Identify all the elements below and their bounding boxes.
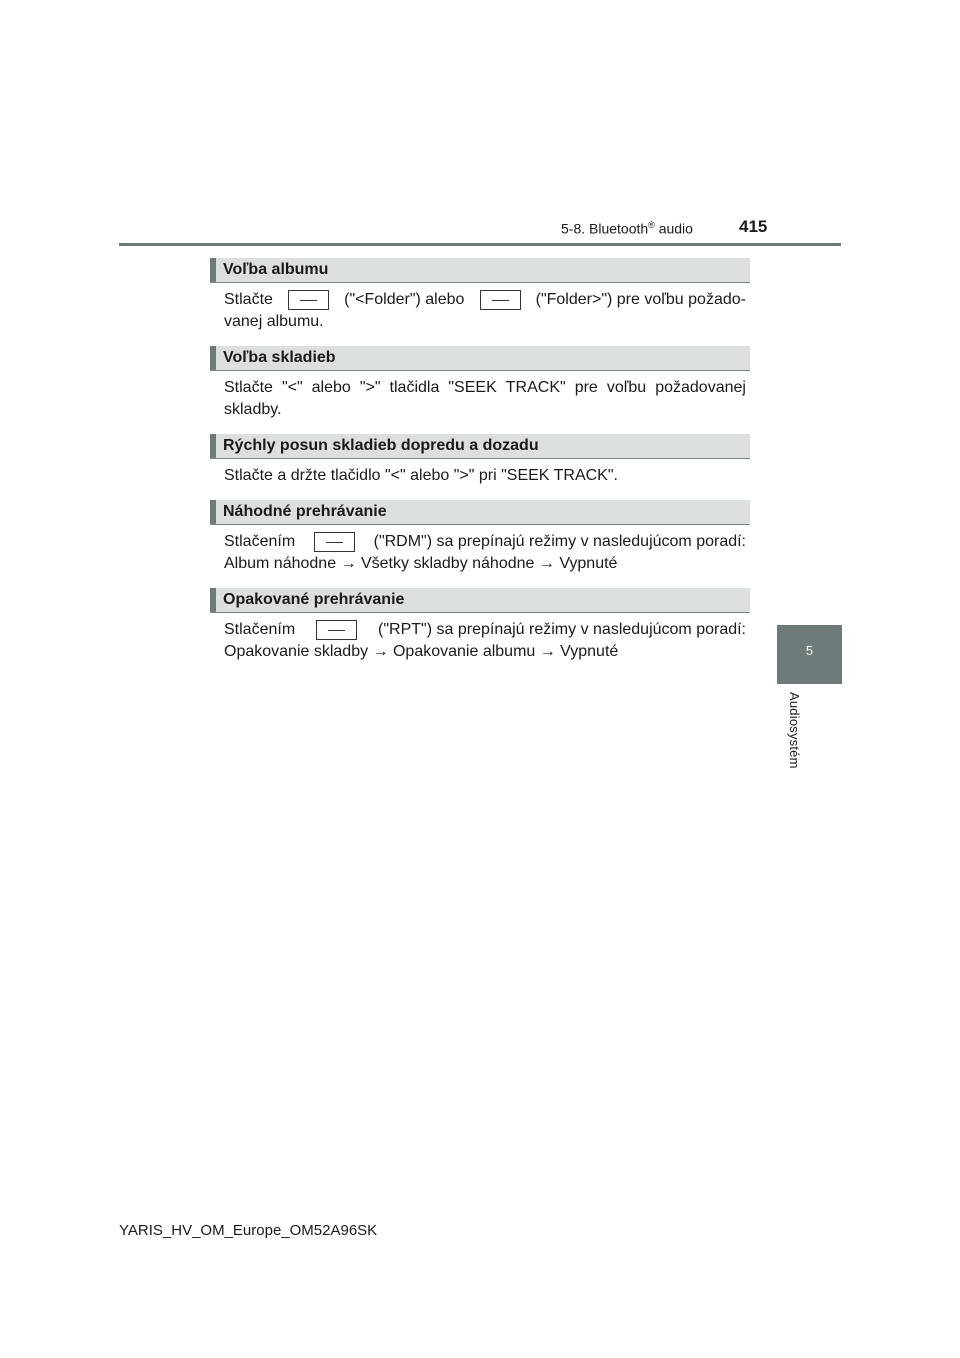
paragraph-line bbox=[224, 289, 746, 311]
text-span: Stlačením bbox=[224, 533, 296, 550]
section-prefix: 5-8. Bluetooth bbox=[561, 220, 649, 237]
paragraph-line: Opakovanie skladby → Opakovanie albumu → Vypnuté bbox=[224, 643, 619, 660]
chapter-number: 5 bbox=[805, 643, 814, 658]
paragraph-line: Album náhodne → Všetky skladby náhodne → Vypnuté bbox=[224, 555, 618, 572]
rpt-button-icon bbox=[316, 620, 357, 640]
section-marker bbox=[210, 500, 216, 524]
document-code: YARIS_HV_OM_Europe_OM52A96SK bbox=[119, 1222, 378, 1239]
text-span: ("RPT") sa prepínajú režimy v nasledujúcom poradí: bbox=[378, 621, 746, 638]
folder-up-button-icon bbox=[480, 290, 521, 310]
text-span: ("Folder>") pre voľbu požado- bbox=[535, 291, 746, 308]
text-word: Stlačte bbox=[224, 379, 273, 396]
section-title-tracks: Voľba skladieb bbox=[223, 349, 336, 366]
text-word: alebo bbox=[311, 379, 351, 396]
section-title bbox=[561, 220, 693, 237]
section-marker bbox=[210, 258, 216, 282]
text-span: Stlačením bbox=[224, 621, 296, 638]
section-title-random: Náhodné prehrávanie bbox=[223, 503, 387, 520]
rdm-button-icon bbox=[314, 532, 355, 552]
text-word: TRACK" bbox=[505, 379, 566, 396]
section-header-random bbox=[210, 500, 750, 525]
paragraph-line: skladby. bbox=[224, 401, 282, 418]
chapter-label: Audiosystém bbox=[787, 692, 802, 769]
text-word: pre bbox=[574, 379, 598, 396]
text-span: Stlačte bbox=[224, 291, 273, 308]
section-marker bbox=[210, 588, 216, 612]
section-title-repeat: Opakované prehrávanie bbox=[223, 591, 405, 608]
text-word: tlačidla bbox=[389, 379, 440, 396]
section-marker bbox=[210, 346, 216, 370]
section-header-tracks bbox=[210, 346, 750, 371]
text-word: voľbu bbox=[606, 379, 647, 396]
paragraph-line bbox=[224, 377, 746, 399]
paragraph-random bbox=[224, 531, 746, 575]
text-word: "<" bbox=[281, 379, 303, 396]
paragraph-repeat bbox=[224, 619, 746, 663]
paragraph-line bbox=[224, 619, 746, 641]
paragraph-line bbox=[224, 531, 746, 553]
header-rule bbox=[119, 243, 841, 246]
section-marker bbox=[210, 434, 216, 458]
paragraph-line: Stlačte a držte tlačidlo "<" alebo ">" pri "SEEK TRACK". bbox=[224, 467, 618, 484]
text-word: ">" bbox=[359, 379, 381, 396]
page-number: 415 bbox=[739, 217, 768, 236]
section-header-repeat bbox=[210, 588, 750, 613]
section-header-album bbox=[210, 258, 750, 283]
text-span: ("<Folder") alebo bbox=[344, 291, 465, 308]
paragraph-seek bbox=[224, 465, 746, 487]
chapter-tab bbox=[777, 625, 842, 684]
registered-mark: ® bbox=[648, 220, 655, 230]
paragraph-tracks bbox=[224, 377, 746, 421]
text-word: "SEEK bbox=[448, 379, 497, 396]
section-suffix: audio bbox=[654, 220, 693, 237]
folder-down-button-icon bbox=[288, 290, 329, 310]
paragraph-line: vanej albumu. bbox=[224, 313, 324, 330]
section-title-album: Voľba albumu bbox=[223, 261, 329, 278]
text-span: ("RDM") sa prepínajú režimy v nasledujúcom poradí: bbox=[373, 533, 746, 550]
section-title-seek: Rýchly posun skladieb dopredu a dozadu bbox=[223, 437, 539, 454]
paragraph-album bbox=[224, 289, 746, 333]
section-header-seek bbox=[210, 434, 750, 459]
text-word: požadovanej bbox=[655, 379, 746, 396]
